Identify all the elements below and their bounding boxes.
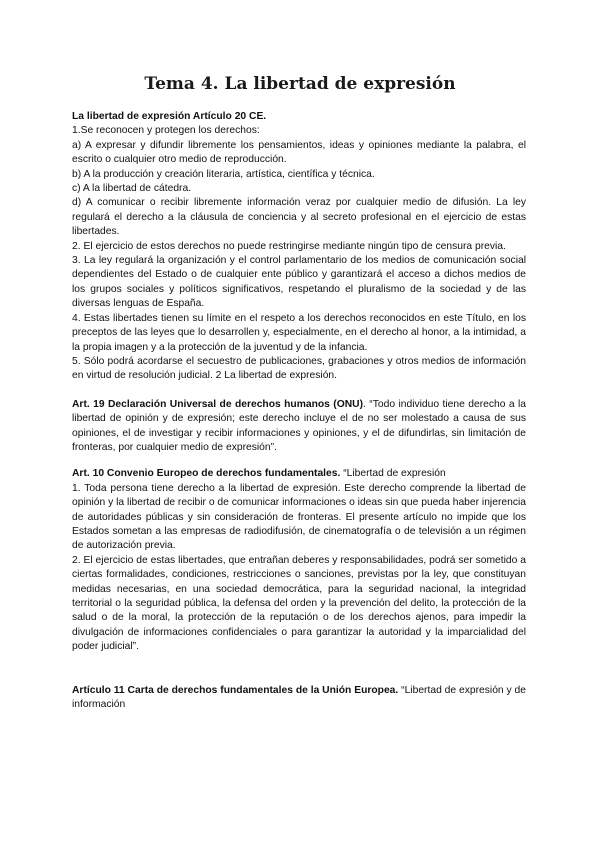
art20-item: 4. Estas libertades tienen su límite en el respeto a los derechos reconocidos en este Título, en los preceptos de las leyes que lo desarrollen y, especialmente, en el derecho al honor, a la intimidad, a la propia imagen y a la protección de la juventud y de la infancia. (72, 312, 526, 353)
art20-heading: La libertad de expresión Artículo 20 CE. (72, 111, 267, 122)
document-body (72, 110, 526, 712)
art10-section (72, 467, 526, 654)
art20-item: 1.Se reconocen y protegen los derechos: (72, 125, 260, 137)
art19-section (72, 398, 526, 456)
art20-item: 3. La ley regulará la organización y el control parlamentario de los medios de comunicación social dependientes del Estado o de cualquier ente público y garantizará el acceso a dichos medios de los grupos sociales y políticos significativos, respetando el pluralismo de la sociedad y de las diversas lenguas de España. (72, 255, 526, 310)
art19-text: . “Todo individuo tiene derecho a la libertad de opinión y de expresión; este derecho incluye el de no ser molestado a causa de sus opiniones, el de investigar y recibir informaciones y opiniones, y el de difundirlas, sin limitación de fronteras, por cualquier medio de expresión”. (72, 398, 526, 453)
art11-section (72, 684, 526, 713)
art20-item: 5. Sólo podrá acordarse el secuestro de publicaciones, grabaciones y otros medios de información en virtud de resolución judicial. 2 La libertad de expresión. (72, 355, 526, 382)
art10-item: 1. Toda persona tiene derecho a la libertad de expresión. Este derecho comprende la libertad de opinión y la libertad de recibir o de comunicar informaciones o ideas sin que pueda haber injerencia de autoridades públicas y sin consideración de fronteras. El presente artículo no impide que los Estados sometan a las empresas de radiodifusión, de cinematografía o de televisión a un régimen de autorización previa. (72, 482, 526, 552)
art19-heading: Art. 19 Declaración Universal de derechos humanos (ONU) (72, 398, 364, 410)
art20-item: a) A expresar y difundir libremente los pensamientos, ideas y opiniones mediante la palabra, el escrito o cualquier otro medio de reproducción. (72, 139, 526, 166)
document-title: Tema 4. La libertad de expresión (144, 74, 456, 94)
art20-item: 2. El ejercicio de estos derechos no puede restringirse mediante ningún tipo de censura previa. (72, 240, 506, 252)
art11-text: “Libertad de expresión y de información (72, 684, 526, 711)
art20-section (72, 110, 526, 384)
art10-item: 2. El ejercicio de estas libertades, que entrañan deberes y responsabilidades, podrá ser sometido a ciertas formalidades, condiciones, restricciones o sanciones, previstas por la ley, que constituyan medidas necesarias, en una sociedad democrática, para la seguridad nacional, la integridad territorial o la seguridad pública, la defensa del orden y la prevención del delito, la protección de la salud o de la moral, la protección de la reputación o de los derechos ajenos, para impedir la divulgación de informaciones confidenciales o para garantizar la autoridad y la imparcialidad del poder judicial”. (72, 554, 526, 653)
art20-item: b) A la producción y creación literaria, artística, científica y técnica. (72, 168, 375, 180)
art10-heading: Art. 10 Convenio Europeo de derechos fundamentales. (72, 468, 341, 480)
art20-item: d) A comunicar o recibir libremente información veraz por cualquier medio de difusión. La ley regulará el derecho a la cláusula de conciencia y al secreto profesional en el ejercicio de estas libertades. (72, 197, 526, 238)
art20-item: c) A la libertad de cátedra. (72, 183, 192, 195)
art11-heading: Artículo 11 Carta de derechos fundamentales de la Unión Europea. (72, 684, 399, 696)
art10-intro: “Libertad de expresión (340, 468, 446, 480)
